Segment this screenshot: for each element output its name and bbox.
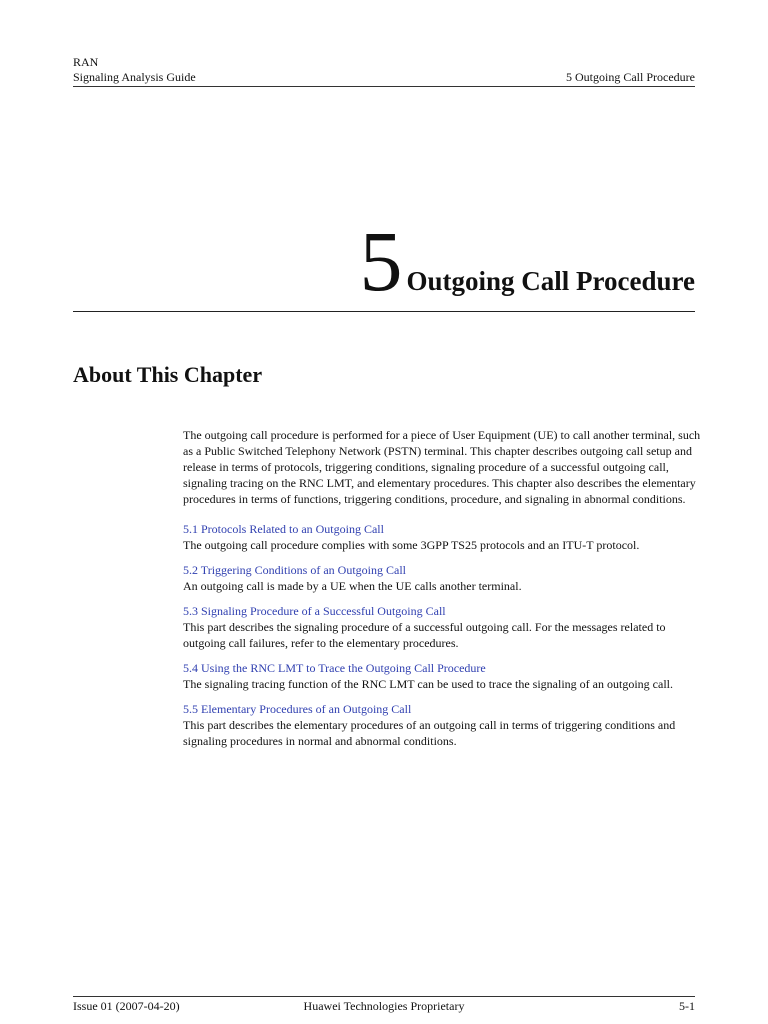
chapter-heading (359, 213, 696, 309)
footer-issue: Issue 01 (2007-04-20) (73, 999, 180, 1013)
toc-link-5-1[interactable]: 5.1 Protocols Related to an Outgoing Call (183, 522, 384, 536)
chapter-title: Outgoing Call Procedure (406, 266, 695, 296)
toc-link-5-3[interactable]: 5.3 Signaling Procedure of a Successful Outgoing Call (183, 604, 446, 618)
toc-link-5-2[interactable]: 5.2 Triggering Conditions of an Outgoing Call (183, 563, 407, 577)
chapter-divider (73, 311, 695, 312)
chapter-body (183, 427, 703, 758)
toc-desc-5-3: This part describes the signaling procedure of a successful outgoing call. For the messages related to outgoing call failures, refer to the elementary procedures. (183, 620, 666, 650)
toc-entry (183, 660, 703, 692)
header-product: RAN (73, 55, 99, 69)
section-heading: About This Chapter (73, 362, 263, 387)
chapter-number: 5 (359, 213, 403, 309)
running-header (73, 55, 196, 85)
toc-entry (183, 701, 703, 749)
footer-page-number: 5-1 (679, 999, 695, 1013)
intro-paragraph: The outgoing call procedure is performed for a piece of User Equipment (UE) to call another terminal, such as a Public Switched Telephony Network (PSTN) terminal. This chapter describes outgoing call setup and release in terms of protocols, triggering conditions, signaling procedure of a successful outgoing call, signaling tracing on the RNC LMT, and elementary procedures. This chapter also describes the elementary procedures in terms of functions, triggering conditions, procedure, and signaling in abnormal conditions. (183, 428, 701, 506)
toc-entry (183, 562, 703, 594)
toc-entry (183, 603, 703, 651)
toc-desc-5-5: This part describes the elementary procedures of an outgoing call in terms of triggering conditions and signaling procedures in normal and abnormal conditions. (183, 718, 676, 748)
toc-desc-5-2: An outgoing call is made by a UE when the UE calls another terminal. (183, 579, 522, 593)
toc-link-5-4[interactable]: 5.4 Using the RNC LMT to Trace the Outgoing Call Procedure (183, 661, 486, 675)
header-divider (73, 86, 695, 87)
header-chapter-ref: 5 Outgoing Call Procedure (566, 70, 695, 84)
footer-proprietary: Huawei Technologies Proprietary (303, 999, 465, 1013)
toc-desc-5-4: The signaling tracing function of the RNC LMT can be used to trace the signaling of an outgoing call. (183, 677, 673, 691)
toc-link-5-5[interactable]: 5.5 Elementary Procedures of an Outgoing Call (183, 702, 412, 716)
header-doc-title: Signaling Analysis Guide (73, 70, 196, 84)
footer-divider (73, 996, 695, 997)
toc-desc-5-1: The outgoing call procedure complies with some 3GPP TS25 protocols and an ITU-T protocol. (183, 538, 640, 552)
toc-entry (183, 521, 703, 553)
